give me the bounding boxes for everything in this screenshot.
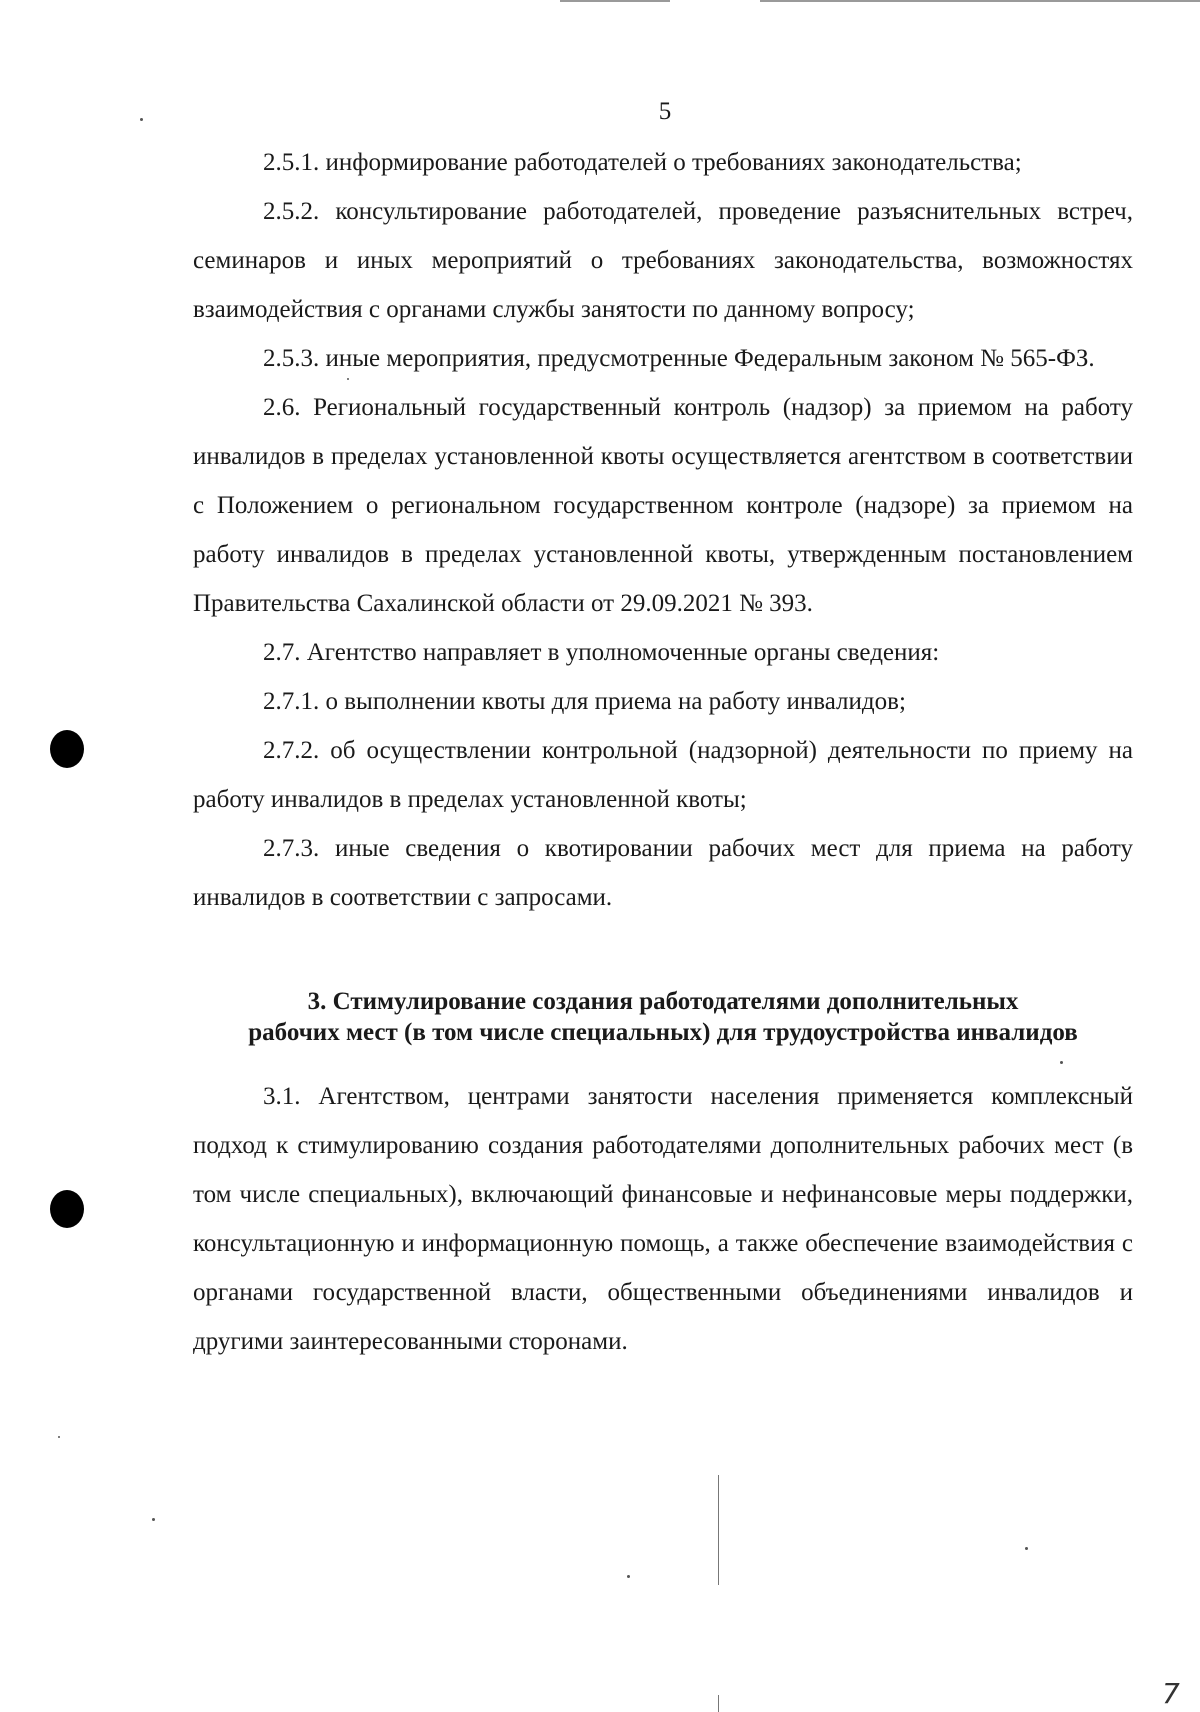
section-3-heading: [193, 986, 1133, 1048]
paragraph-2-5-3: 2.5.3. иные мероприятия, предусмотренные Федеральным законом № 565-ФЗ.: [263, 345, 1095, 372]
scan-speck: [140, 118, 143, 121]
section-3-heading-line-2: рабочих мест (в том числе специальных) для трудоустройства инвалидов: [248, 1019, 1078, 1046]
page-number: 5: [658, 98, 672, 125]
document-body: [193, 138, 1133, 1366]
scan-speck: [58, 1436, 60, 1438]
scan-edge-mark: [760, 0, 1200, 2]
punch-hole-lower: [50, 1190, 84, 1228]
scan-speck: [347, 378, 349, 380]
scan-edge-mark: [560, 0, 670, 2]
scan-crease-line: [718, 1475, 719, 1585]
paragraph-2-5-2: 2.5.2. консультирование работодателей, проведение разъяснительных встреч, семинаров и иных мероприятий о требованиях законодательства, возможностях взаимодействия с органами службы занятости по данному вопросу;: [193, 198, 1133, 323]
paragraph-3-1: 3.1. Агентством, центрами занятости населения применяется комплексный подход к стимулированию создания работодателями дополнительных рабочих мест (в том числе специальных), включающий финансовые и нефинансовые меры поддержки, консультационную и информационную помощь, а также обеспечение взаимодействия с органами государственной власти, общественными объединениями инвалидов и другими заинтересованными сторонами.: [193, 1083, 1133, 1355]
scan-speck: [627, 1575, 630, 1578]
punch-hole-upper: [50, 730, 84, 768]
scan-speck: [152, 1518, 155, 1521]
paragraph-2-7-3: 2.7.3. иные сведения о квотировании рабочих мест для приема на работу инвалидов в соответствии с запросами.: [193, 835, 1133, 911]
scan-crease-line: [718, 1695, 719, 1712]
paragraph-2-5-1: 2.5.1. информирование работодателей о требованиях законодательства;: [263, 149, 1022, 176]
paragraph-2-7-2: 2.7.2. об осуществлении контрольной (надзорной) деятельности по приему на работу инвалидов в пределах установленной квоты;: [193, 737, 1133, 813]
handwritten-page-mark: 7: [1162, 1677, 1180, 1710]
section-3-heading-line-1: 3. Стимулирование создания работодателями дополнительных: [307, 988, 1019, 1015]
scan-speck: [1060, 1061, 1063, 1064]
scan-speck: [1025, 1547, 1028, 1550]
paragraph-2-7-1: 2.7.1. о выполнении квоты для приема на работу инвалидов;: [263, 688, 906, 715]
paragraph-2-7: 2.7. Агентство направляет в уполномоченные органы сведения:: [263, 639, 940, 666]
paragraph-2-6: 2.6. Региональный государственный контроль (надзор) за приемом на работу инвалидов в пределах установленной квоты осуществляется агентством в соответствии с Положением о региональном государственном контроле (надзоре) за приемом на работу инвалидов в пределах установленной квоты, утвержденным постановлением Правительства Сахалинской области от 29.09.2021 № 393.: [193, 394, 1133, 617]
